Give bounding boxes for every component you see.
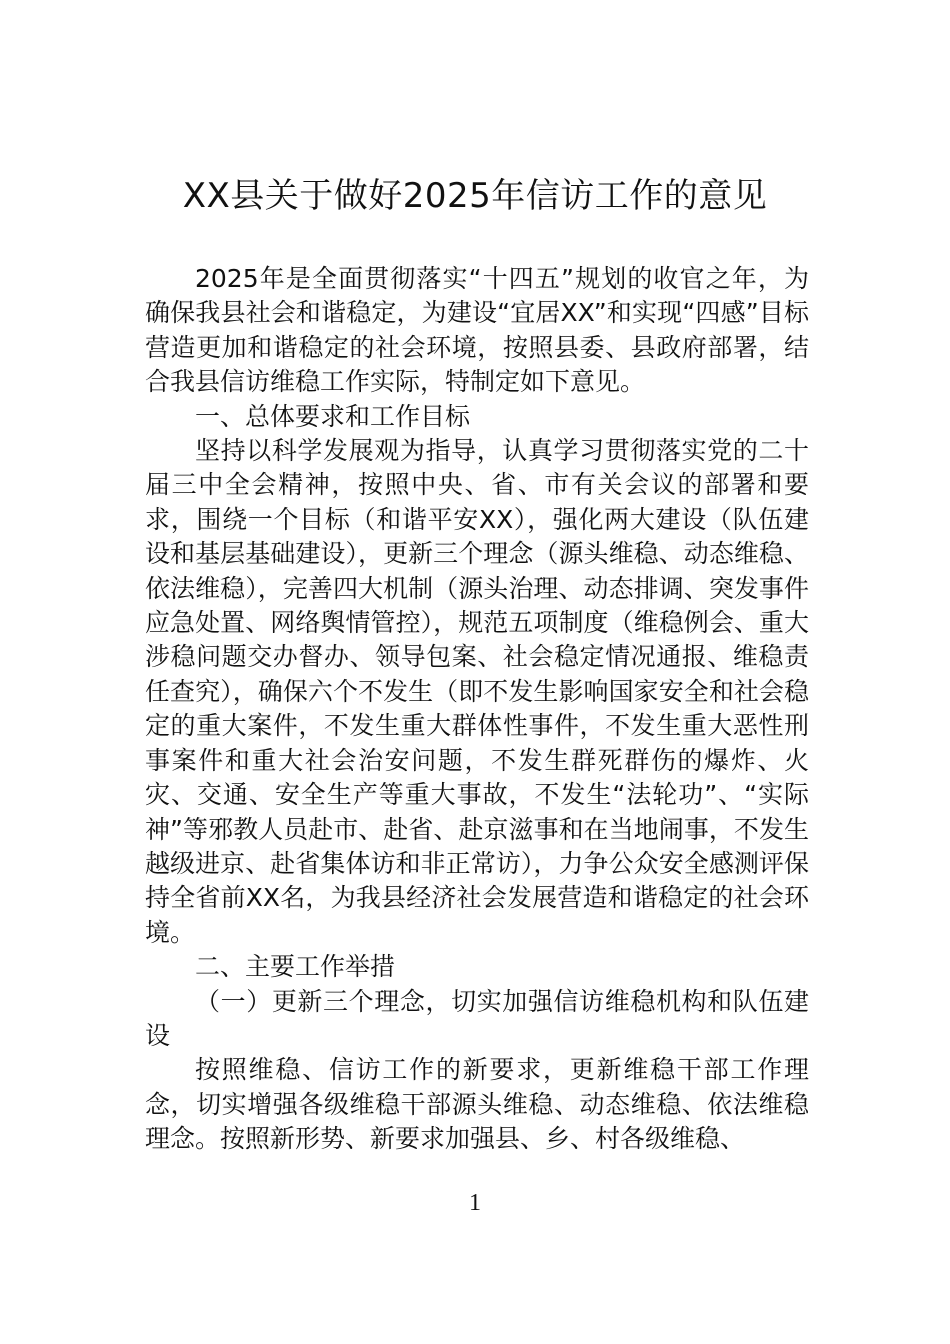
page-number: 1 bbox=[469, 1190, 481, 1216]
document-body bbox=[145, 262, 809, 1157]
paragraph-intro: 2025年是全面贯彻落实“十四五”规划的收官之年，为确保我县社会和谐稳定，为建设“宜居XX”和实现“四感”目标营造更加和谐稳定的社会环境，按照县委、县政府部署，结合我县信访维稳工作实际，特制定如下意见。 bbox=[145, 264, 809, 397]
paragraph-general-requirements: 坚持以科学发展观为指导，认真学习贯彻落实党的二十届三中全会精神，按照中央、省、市有关会议的部署和要求，围绕一个目标（和谐平安XX），强化两大建设（队伍建设和基层基础建设），更新三个理念（源头维稳、动态维稳、依法维稳），完善四大机制（源头治理、动态排调、突发事件应急处置、网络舆情管控），规范五项制度（维稳例会、重大涉稳问题交办督办、领导包案、社会稳定情况通报、维稳责任查究），确保六个不发生（即不发生影响国家安全和社会稳定的重大案件，不发生重大群体性事件，不发生重大恶性刑事案件和重大社会治安问题，不发生群死群伤的爆炸、火灾、交通、安全生产等重大事故，不发生“法轮功”、“实际神”等邪教人员赴市、赴省、赴京滋事和在当地闹事，不发生越级进京、赴省集体访和非正常访），力争公众安全感测评保持全省前XX名，为我县经济社会发展营造和谐稳定的社会环境。 bbox=[145, 436, 809, 947]
section-heading-1: 一、总体要求和工作目标 bbox=[195, 401, 471, 431]
paragraph-measures: 按照维稳、信访工作的新要求，更新维稳干部工作理念，切实增强各级维稳干部源头维稳、动态维稳、依法维稳理念。按照新形势、新要求加强县、乡、村各级维稳、 bbox=[145, 1055, 809, 1154]
section-heading-2: 二、主要工作举措 bbox=[195, 952, 396, 982]
document-title: XX县关于做好2025年信访工作的意见 bbox=[182, 176, 768, 216]
subsection-heading-1: （一）更新三个理念，切实加强信访维稳机构和队伍建设 bbox=[145, 986, 809, 1050]
